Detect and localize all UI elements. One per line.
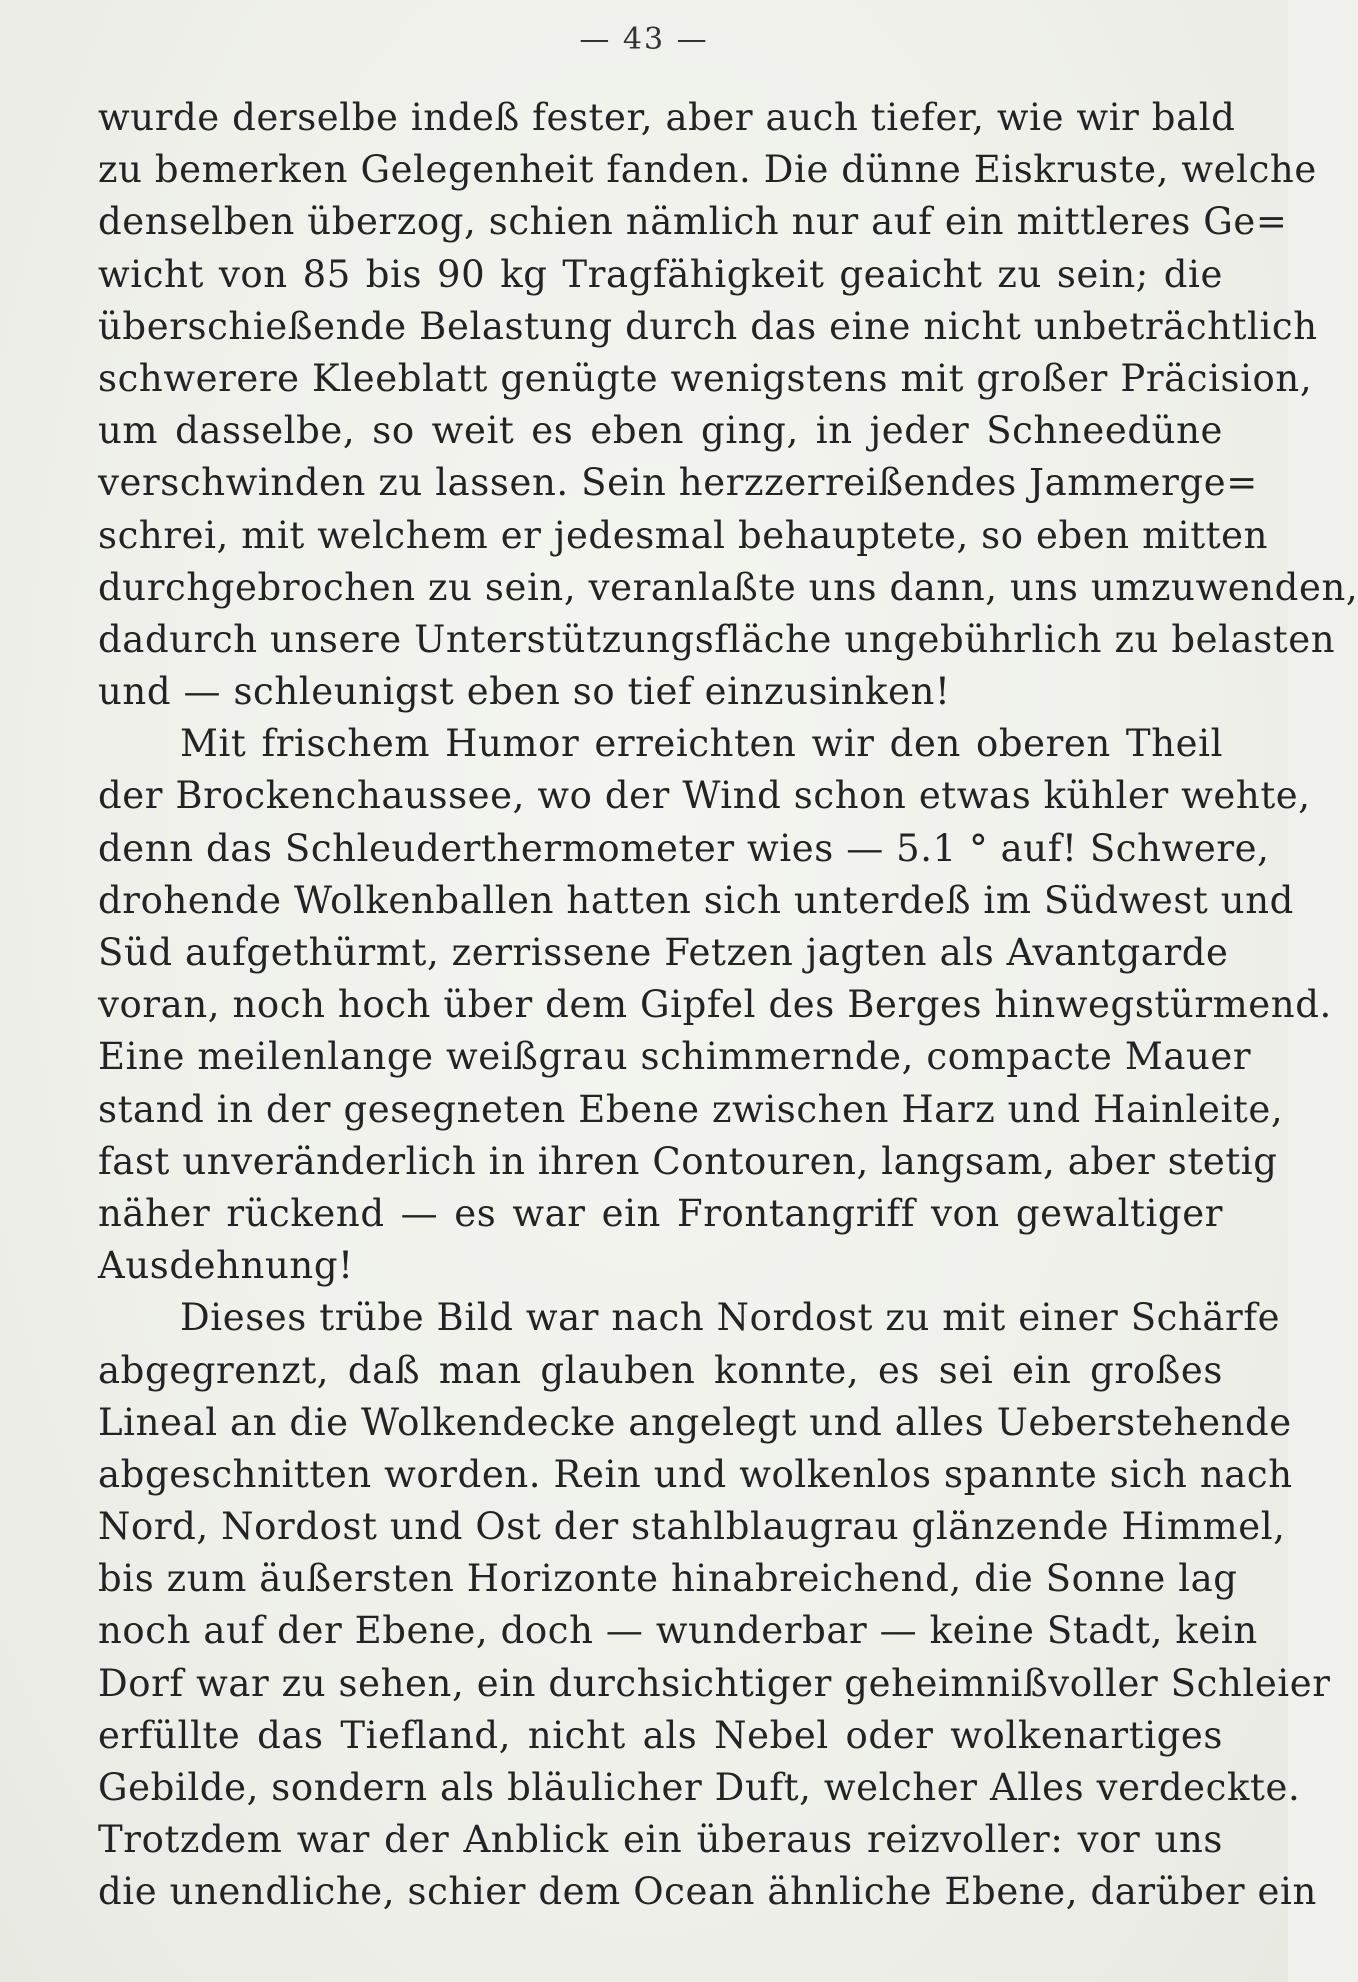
text-line: Eine meilenlange weißgrau schimmernde, compacte Mauer xyxy=(98,1035,1252,1079)
text-line: Dorf war zu sehen, ein durchsichtiger geheimnißvoller Schleier xyxy=(98,1661,1331,1705)
text-line: voran, noch hoch über dem Gipfel des Berges hinwegstürmend. xyxy=(98,983,1332,1027)
text-line: stand in der gesegneten Ebene zwischen Harz und Hainleite, xyxy=(98,1087,1284,1131)
text-line: zu bemerken Gelegenheit fanden. Die dünne Eiskruste, welche xyxy=(98,148,1317,192)
page-number: — 43 — xyxy=(579,22,709,57)
text-line: näher rückend — es war ein Frontangriff von gewaltiger xyxy=(98,1191,1223,1235)
text-line: überschießende Belastung durch das eine nicht unbeträchtlich xyxy=(98,304,1318,348)
text-line: schrei, mit welchem er jedesmal behauptete, so eben mitten xyxy=(98,513,1269,557)
text-line: fast unveränderlich in ihren Contouren, langsam, aber stetig xyxy=(98,1139,1278,1183)
text-line: abgegrenzt, daß man glauben konnte, es sei ein großes xyxy=(98,1348,1223,1392)
text-line: abgeschnitten worden. Rein und wolkenlos spannte sich nach xyxy=(98,1452,1293,1496)
text-line: die unendliche, schier dem Ocean ähnliche Ebene, darüber ein xyxy=(98,1870,1317,1914)
text-line: verschwinden zu lassen. Sein herzzerreißendes Jammerge= xyxy=(98,461,1258,505)
paragraph-start-line: Mit frischem Humor erreichten wir den oberen Theil xyxy=(180,722,1223,766)
text-line: Gebilde, sondern als bläulicher Duft, welcher Alles verdeckte. xyxy=(98,1766,1301,1809)
paragraph-start-line: Dieses trübe Bild war nach Nordost zu mit einer Schärfe xyxy=(180,1296,1281,1340)
text-line: durchgebrochen zu sein, veranlaßte uns dann, uns umzuwenden, xyxy=(98,565,1358,609)
text-line: drohende Wolkenballen hatten sich unterdeß im Südwest und xyxy=(98,878,1294,922)
text-line: denn das Schleuderthermometer wies — 5.1 ° auf! Schwere, xyxy=(98,826,1270,870)
body-text xyxy=(98,92,1358,1919)
text-line: erfüllte das Tiefland, nicht als Nebel oder wolkenartiges xyxy=(98,1713,1223,1757)
text-line: der Brockenchaussee, wo der Wind schon etwas kühler wehte, xyxy=(98,774,1311,818)
text-line: um dasselbe, so weit es eben ging, in jeder Schneedüne xyxy=(98,409,1223,453)
text-line: Süd aufgethürmt, zerrissene Fetzen jagten als Avantgarde xyxy=(98,931,1229,974)
text-line: bis zum äußersten Horizonte hinabreichend, die Sonne lag xyxy=(98,1557,1238,1601)
text-line: denselben überzog, schien nämlich nur auf ein mittleres Ge= xyxy=(98,200,1288,244)
text-line: schwerere Kleeblatt genügte wenigstens mit großer Präcision, xyxy=(98,356,1313,400)
paragraph-end-line: Ausdehnung! xyxy=(98,1244,354,1288)
text-line: noch auf der Ebene, doch — wunderbar — keine Stadt, kein xyxy=(98,1609,1258,1653)
text-line: wurde derselbe indeß fester, aber auch tiefer, wie wir bald xyxy=(98,96,1236,139)
text-line: dadurch unsere Unterstützungsfläche ungebührlich zu belasten xyxy=(98,617,1336,661)
text-line: Lineal an die Wolkendecke angelegt und alles Ueberstehende xyxy=(98,1400,1292,1444)
text-line: wicht von 85 bis 90 kg Tragfähigkeit geaicht zu sein; die xyxy=(98,252,1223,296)
paragraph-end-line: und — schleunigst eben so tief einzusinken! xyxy=(98,670,951,714)
text-line: Nord, Nordost und Ost der stahlblaugrau glänzende Himmel, xyxy=(98,1505,1286,1549)
text-line: Trotzdem war der Anblick ein überaus reizvoller: vor uns xyxy=(98,1818,1223,1862)
